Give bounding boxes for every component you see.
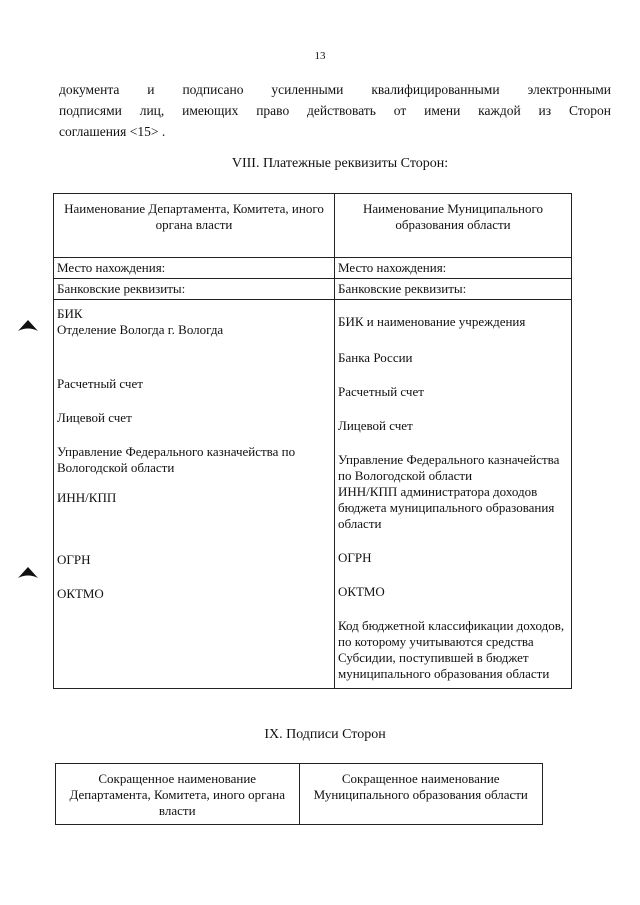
ogrn-label: ОГРН [57, 552, 91, 567]
table-row [54, 258, 572, 279]
cell-details-right [335, 300, 572, 689]
signature-left: Сокращенное наименование Департамента, Комитета, иного органа власти [56, 764, 300, 825]
kbk-label: Код бюджетной классификации доходов, по которому учитываются средства Субсидии, поступившей в бюджет муниципального образования области [338, 618, 565, 681]
personal-account-label: Лицевой счет [57, 410, 132, 425]
paragraph-line: подписями лиц, имеющих право действовать от имени каждой из Сторон [59, 103, 611, 118]
paragraph-line: документа и подписано усиленными квалифицированными электронными [59, 82, 611, 97]
table-row [54, 279, 572, 300]
binding-hole-mark [17, 318, 39, 332]
settlement-account-label: Расчетный счет [338, 384, 424, 399]
personal-account-label: Лицевой счет [338, 418, 413, 433]
treasury-label: Управление Федерального казначейства по Вологодской области [57, 444, 296, 475]
settlement-account-label: Расчетный счет [57, 376, 143, 391]
bik-institution-label: БИК и наименование учреждения [338, 314, 526, 329]
intro-paragraph [59, 79, 611, 142]
bank-of-russia-label: Банка России [338, 350, 413, 365]
bik-label: БИК [57, 306, 83, 321]
section-9-title: IX. Подписи Сторон [264, 727, 386, 742]
table-row [54, 300, 572, 689]
signatures-table [55, 763, 543, 825]
page-number: 13 [314, 50, 326, 62]
paragraph-line: соглашения <15> . [59, 124, 166, 139]
cell-location-left: Место нахождения: [54, 258, 335, 279]
cell-location-right: Место нахождения: [335, 258, 572, 279]
header-left: Наименование Департамента, Комитета, иного органа власти [54, 194, 335, 258]
treasury-label: Управление Федерального казначейства по Вологодской области [338, 452, 560, 483]
header-right: Наименование Муниципального образования области [335, 194, 572, 258]
signature-right: Сокращенное наименование Муниципального образования области [299, 764, 543, 825]
cell-bank-left: Банковские реквизиты: [54, 279, 335, 300]
section-8-title: VIII. Платежные реквизиты Сторон: [231, 156, 449, 171]
oktmo-label: ОКТМО [338, 584, 385, 599]
inn-kpp-admin-label: ИНН/КПП администратора доходов бюджета муниципального образования области [338, 484, 555, 531]
table-row [56, 764, 543, 825]
inn-kpp-label: ИНН/КПП [57, 490, 117, 505]
ogrn-label: ОГРН [338, 550, 372, 565]
oktmo-label: ОКТМО [57, 586, 104, 601]
payment-details-table [53, 193, 572, 689]
cell-bank-right: Банковские реквизиты: [335, 279, 572, 300]
binding-hole-mark [17, 565, 39, 579]
cell-details-left [54, 300, 335, 689]
table-header-row [54, 194, 572, 258]
bank-branch: Отделение Вологда г. Вологда [57, 322, 224, 337]
